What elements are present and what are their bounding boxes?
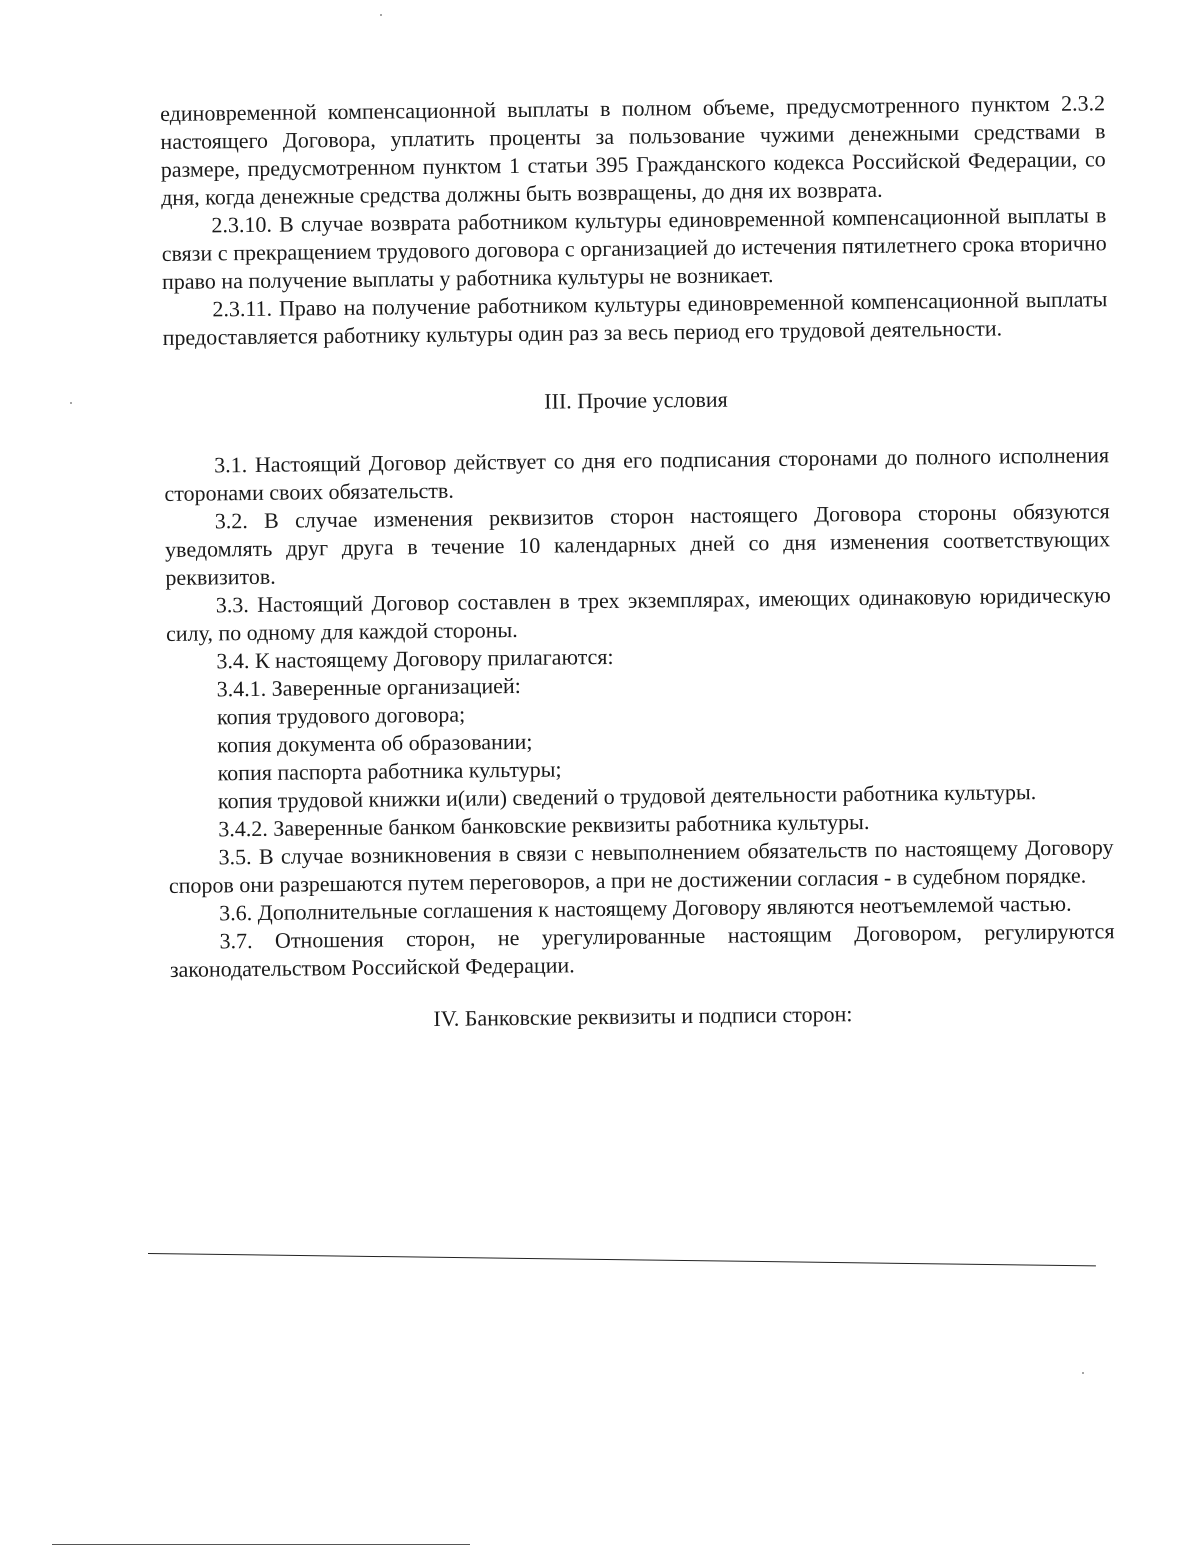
section-3-heading: III. Прочие условия bbox=[544, 386, 728, 414]
scan-speck bbox=[70, 402, 72, 404]
paragraph-3-1: 3.1. Настоящий Договор действует со дня его подписания сторонами до полного исполнения сторонами своих обязательств. bbox=[164, 442, 1110, 506]
list-item: копия документа об образовании; bbox=[217, 728, 533, 758]
list-item: копия трудовой книжки и(или) сведений о трудовой деятельности работника культуры. bbox=[217, 779, 1037, 814]
heading-underline bbox=[148, 1253, 1096, 1266]
paragraph-3-6: 3.6. Дополнительные соглашения к настоящему Договору являются неотъемлемой частью. bbox=[219, 890, 1072, 926]
scan-speck bbox=[1082, 1372, 1084, 1374]
paragraph-3-7: 3.7. Отношения сторон, не урегулированные настоящим Договором, регулируются законодательством Российской Федерации. bbox=[169, 918, 1115, 982]
scan-speck bbox=[380, 14, 382, 16]
paragraph-3-4-1: 3.4.1. Заверенные организацией: bbox=[216, 672, 521, 702]
paragraph-2-3-9-continued: единовременной компенсационной выплаты в полном объеме, предусмотренного пунктом 2.3.2 настоящего Договора, уплатить проценты за пользование чужими денежными средствами в размере, предусмотренном пунктом 1 статьи 395 Гражданского кодекса Российской Федерации, со дня, когда денежные средства должны быть возвращены, до дня их возврата. bbox=[160, 90, 1106, 210]
paragraph-3-2: 3.2. В случае изменения реквизитов сторон настоящего Договора стороны обязуются уведомлять друг друга в течение 10 календарных дней со дня изменения соответствующих реквизитов. bbox=[164, 498, 1111, 590]
section-4-heading: IV. Банковские реквизиты и подписи сторон: bbox=[433, 1001, 853, 1031]
paragraph-2-3-11: 2.3.11. Право на получение работником культуры единовременной компенсационной выплаты предоставляется работнику культуры один раз за весь период его трудовой деятельности. bbox=[162, 286, 1108, 350]
footer-rule bbox=[52, 1544, 470, 1545]
list-item: копия паспорта работника культуры; bbox=[217, 756, 562, 786]
paragraph-3-4-2: 3.4.2. Заверенные банком банковские реквизиты работника культуры. bbox=[218, 808, 870, 842]
paragraph-3-3: 3.3. Настоящий Договор составлен в трех экземплярах, имеющих одинаковую юридическую силу, по одному для каждой стороны. bbox=[165, 582, 1111, 646]
document-body bbox=[160, 89, 1116, 1036]
paragraph-2-3-10: 2.3.10. В случае возврата работником культуры единовременной компенсационной выплаты в связи с прекращением трудового договора с организацией до истечения пятилетнего срока вторично право на получение выплаты у работника культуры не возникает. bbox=[161, 202, 1107, 294]
paragraph-3-5: 3.5. В случае возникновения в связи с невыполнением обязательств по настоящему Договору споров они разрешаются путем переговоров, а при не достижении согласия - в судебном порядке. bbox=[168, 834, 1114, 898]
list-item: копия трудового договора; bbox=[216, 701, 466, 730]
paragraph-3-4: 3.4. К настоящему Договору прилагаются: bbox=[216, 643, 614, 674]
